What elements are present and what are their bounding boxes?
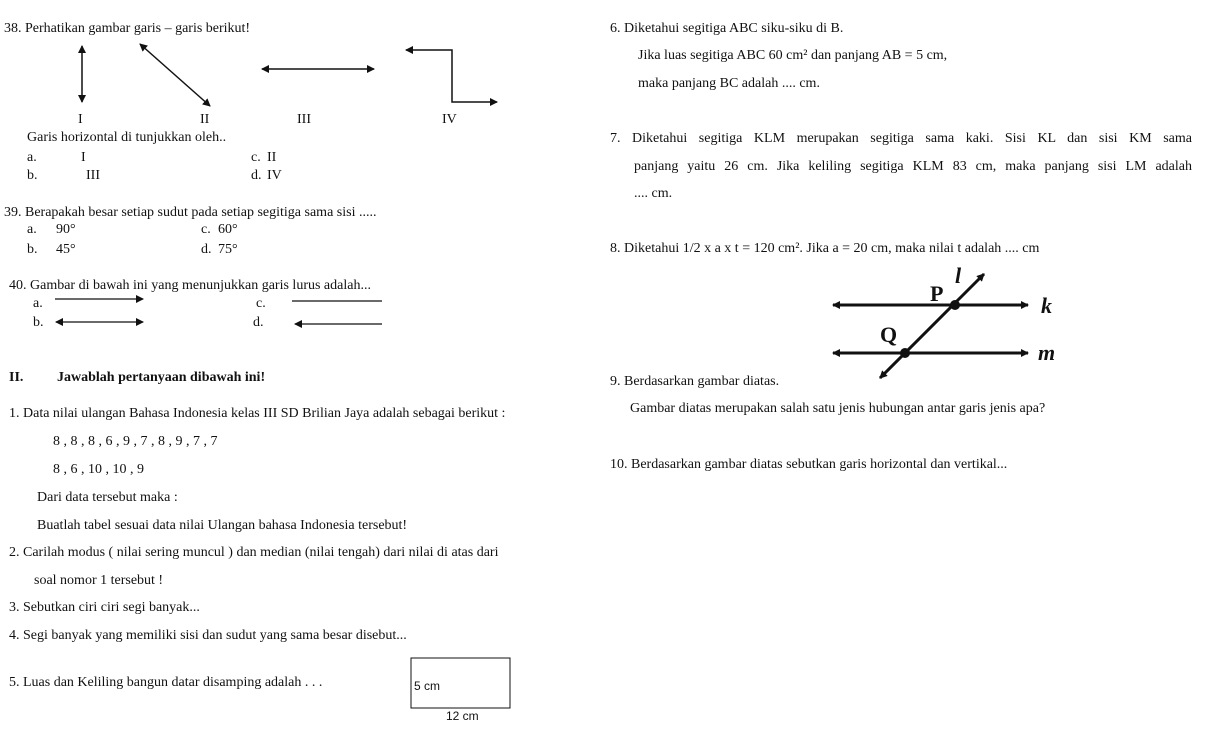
q40-opt-d-key: d. bbox=[253, 315, 264, 330]
q40-opt-c-key: c. bbox=[256, 296, 266, 311]
rectangle-side-label: 5 cm bbox=[414, 679, 441, 693]
q39-opt-c-key: c. bbox=[201, 222, 211, 237]
q38-opt-c-key: c. bbox=[251, 150, 261, 165]
line-iv bbox=[406, 50, 497, 102]
essay-1-data-line2: 8 , 6 , 10 , 10 , 9 bbox=[53, 462, 144, 477]
essay-1-text: 1. Data nilai ulangan Bahasa Indonesia kelas III SD Brilian Jaya adalah sebagai berikut : bbox=[9, 406, 506, 421]
q39-title: 39. Berapakah besar setiap sudut pada setiap segitiga sama sisi ..... bbox=[4, 205, 377, 220]
q38-opt-c-text: II bbox=[267, 150, 277, 165]
essay-4-text: 4. Segi banyak yang memiliki sisi dan sudut yang sama besar disebut... bbox=[9, 628, 407, 643]
q38-label-i: I bbox=[78, 112, 83, 127]
q38-label-iv: IV bbox=[442, 112, 457, 127]
point-q bbox=[900, 348, 910, 358]
q39-opt-b-text: 45° bbox=[56, 242, 76, 257]
q38-stem: Garis horizontal di tunjukkan oleh.. bbox=[27, 130, 227, 145]
rectangle-bottom-label: 12 cm bbox=[446, 709, 479, 723]
q39-opt-b-key: b. bbox=[27, 242, 38, 257]
q7-line2: panjang yaitu 26 cm. Jika keliling segitiga KLM 83 cm, maka panjang sisi LM adalah bbox=[634, 159, 1192, 174]
q6-line3: maka panjang BC adalah .... cm. bbox=[638, 76, 820, 91]
q6-line2: Jika luas segitiga ABC 60 cm² dan panjang AB = 5 cm, bbox=[638, 48, 948, 63]
essay-2-line2: soal nomor 1 tersebut ! bbox=[34, 573, 164, 588]
q38-opt-a-text: I bbox=[81, 150, 86, 165]
q38-opt-d-text: IV bbox=[267, 168, 282, 183]
q39-opt-a-text: 90° bbox=[56, 222, 76, 237]
q38-opt-a-key: a. bbox=[27, 150, 37, 165]
point-p bbox=[950, 300, 960, 310]
q38-opt-b-text: III bbox=[86, 168, 100, 183]
essay-2-line1: 2. Carilah modus ( nilai sering muncul ) dan median (nilai tengah) dari nilai di atas dari bbox=[9, 545, 499, 560]
q39-opt-a-key: a. bbox=[27, 222, 37, 237]
q38-label-ii: II bbox=[200, 112, 210, 127]
q40-opt-b-key: b. bbox=[33, 315, 44, 330]
q9-line1: 9. Berdasarkan gambar diatas. bbox=[610, 374, 780, 389]
line-ii bbox=[140, 44, 210, 106]
q7-line1: 7. Diketahui segitiga KLM merupakan segitiga sama kaki. Sisi KL dan sisi KM sama bbox=[610, 131, 1192, 146]
essay-1-data-line1: 8 , 8 , 8 , 6 , 9 , 7 , 8 , 9 , 7 , 7 bbox=[53, 434, 218, 449]
q39-opt-d-text: 75° bbox=[218, 242, 238, 257]
q38-opt-b-key: b. bbox=[27, 168, 38, 183]
section-ii-title: Jawablah pertanyaan dibawah ini! bbox=[57, 370, 266, 385]
q40-opt-a-key: a. bbox=[33, 296, 43, 311]
q39-opt-c-text: 60° bbox=[218, 222, 238, 237]
label-p: P bbox=[930, 281, 944, 306]
q40-title: 40. Gambar di bawah ini yang menunjukkan garis lurus adalah... bbox=[9, 278, 371, 293]
essay-5-text: 5. Luas dan Keliling bangun datar disamping adalah . . . bbox=[9, 675, 323, 690]
q38-label-iii: III bbox=[297, 112, 311, 127]
essay-3-text: 3. Sebutkan ciri ciri segi banyak... bbox=[9, 600, 200, 615]
q38-title: 38. Perhatikan gambar garis – garis berikut! bbox=[4, 21, 251, 36]
q39-opt-d-key: d. bbox=[201, 242, 212, 257]
q10-text: 10. Berdasarkan gambar diatas sebutkan garis horizontal dan vertikal... bbox=[610, 457, 1008, 472]
section-ii-number: II. bbox=[9, 370, 24, 385]
label-q: Q bbox=[880, 322, 898, 347]
essay-1-line3: Dari data tersebut maka : bbox=[37, 490, 178, 505]
label-m: m bbox=[1038, 340, 1056, 365]
label-k: k bbox=[1041, 293, 1052, 318]
q6-line1: 6. Diketahui segitiga ABC siku-siku di B. bbox=[610, 21, 844, 36]
q38-opt-d-key: d. bbox=[251, 168, 262, 183]
label-l: l bbox=[955, 263, 962, 288]
q9-line2: Gambar diatas merupakan salah satu jenis hubungan antar garis jenis apa? bbox=[630, 401, 1046, 416]
essay-1-line4: Buatlah tabel sesuai data nilai Ulangan bahasa Indonesia tersebut! bbox=[37, 518, 408, 533]
q8-text: 8. Diketahui 1/2 x a x t = 120 cm². Jika a = 20 cm, maka nilai t adalah .... cm bbox=[610, 241, 1040, 256]
q7-line3: .... cm. bbox=[634, 186, 673, 201]
